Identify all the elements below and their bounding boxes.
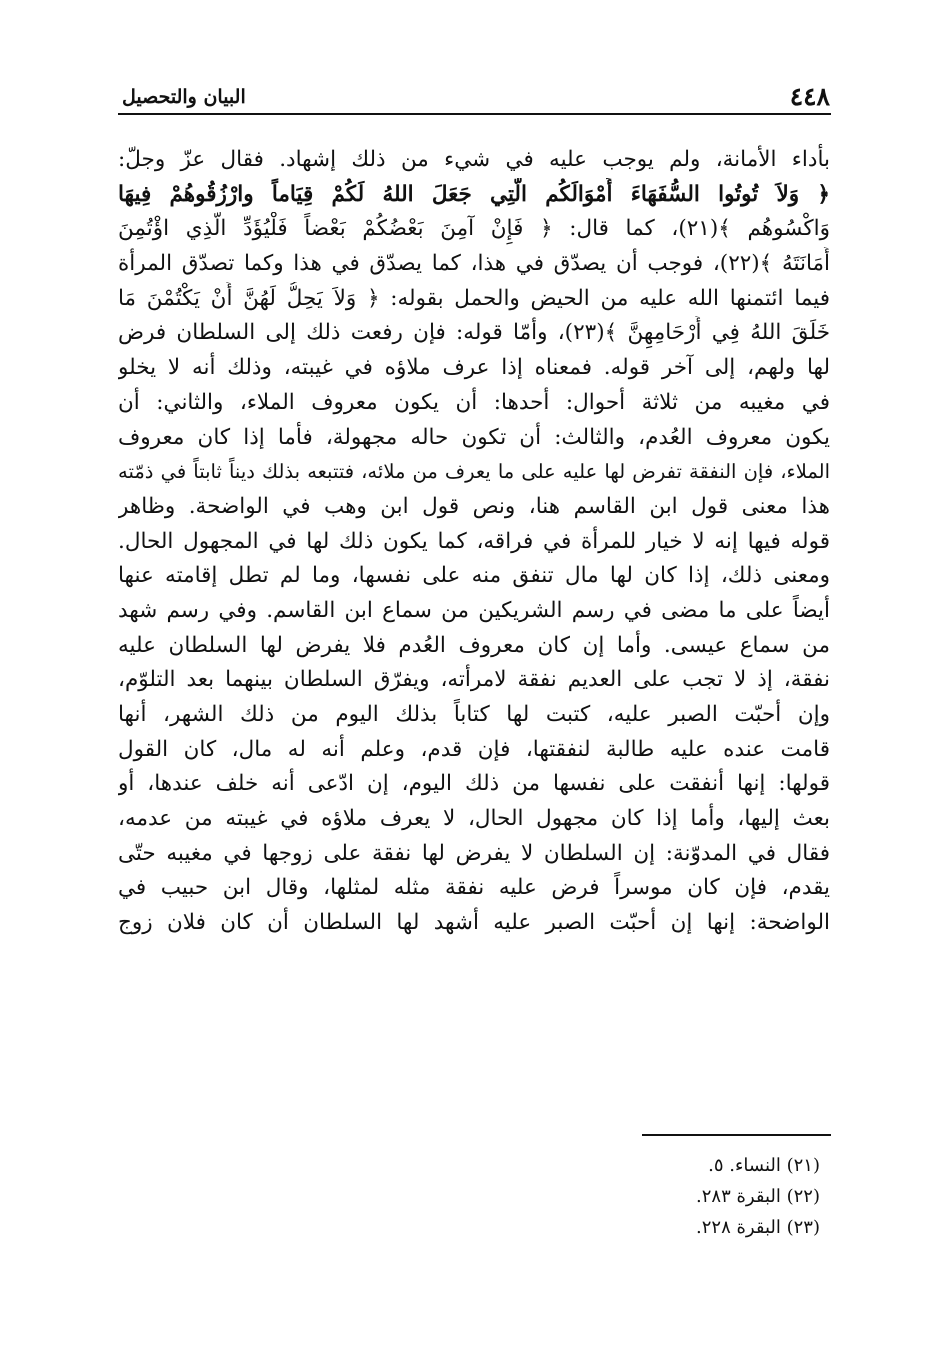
main-text [118, 143, 830, 941]
text-line: فيما ائتمنها الله عليه من الحيض والحمل بقوله: ﴿ وَلاَ يَحِلُّ لَهُنَّ أَنْ يَكْتُمْنَ مَا [118, 285, 830, 311]
text-line: أيضاً على ما مضى في رسم الشريكين من سماع ابن القاسم. وفي رسم شهد [118, 597, 830, 623]
text-line: يقدم، فإن كان موسراً فرض عليه نفقة مثله لمثلها، وقال ابن حبيب في [118, 875, 830, 901]
text-line: وَاكْسُوهُم ﴾(٢١)، كما قال: ﴿ فَإِنْ آمِنَ بَعْضُكُمْ بَعْضاً فَلْيُؤَدِّ الَّذِي اؤْتُمِنَ [118, 216, 830, 242]
text-line: قوله فيها إنه لا خيار للمرأة في فراقه، كما يكون ذلك لها في المجهول الحال. [118, 528, 830, 554]
text-line: قامت عنده عليه طالبة لنفقتها، فإن قدم، وعلم أنه له مال، كان القول [118, 736, 830, 762]
header-divider [118, 113, 831, 115]
text-line: أَمَانَتَهُ ﴾(٢٢)، فوجب أن يصدّق في هذا، كما يصدّق في هذا وكما تصدّق المرأة [118, 251, 830, 277]
page-number: ٤٤٨ [789, 82, 830, 111]
page-header [118, 82, 830, 112]
footnote-divider [642, 1134, 831, 1136]
text-line: في مغيبه من ثلاثة أحوال: أحدها: أن يكون معروف الملاء، والثاني: أن [118, 389, 830, 415]
text-line: الملاء، فإن النفقة تفرض لها عليه على ما يعرف من ملائه، فتتبعه بذلك ديناً ثابتاً في ذمّته [118, 460, 830, 484]
footnotes [480, 1150, 820, 1243]
footnote: (٢٢) البقرة ٢٨٣. [696, 1186, 820, 1207]
text-line: يكون معروف العُدم، والثالث: أن تكون حاله مجهولة، فأما إذا كان معروف [118, 424, 830, 450]
text-line: بعث إليها، وأما إذا كان مجهول الحال، لا يعرف ملاؤه في غيبته من عدمه، [118, 806, 830, 832]
text-line: فقال في المدوّنة: إن السلطان لا يفرض لها نفقة على زوجها في مغيبه حتّى [118, 840, 830, 866]
text-line: وإن أحبّت الصبر عليه، كتبت لها كتاباً بذلك اليوم من ذلك الشهر، أنها [118, 702, 830, 727]
footnote: (٢١) النساء. ٥. [708, 1155, 820, 1176]
text-line: ﴿ وَلاَ تُوتُوا السُّفَهَاءَ أَمْوَالَكُم الَّتِي جَعَلَ اللهُ لَكُمْ قِيَاماً وارْزُقُوهُمْ فِيهَا [118, 181, 830, 207]
text-line: لها ولهم، إلى آخر قوله. فمعناه إذا عرف ملاؤه في غيبته، وذلك أنه لا يخلو [118, 355, 830, 381]
text-line: قولها: إنها أنفقت على نفسها من ذلك اليوم، إن ادّعى أنه خلف عندها، أو [118, 771, 830, 797]
footnote: (٢٣) البقرة ٢٢٨. [696, 1217, 820, 1238]
running-title: البيان والتحصيل [122, 86, 246, 108]
text-line: ومعنى ذلك، إذا كان لها مال تنفق منه على نفسها، وما لم تطل إقامته عنها [118, 563, 830, 589]
text-line: نفقة، إذ لا تجب على العديم نفقة لامرأته، ويفرّق السلطان بينهما بعد التلوّم، [118, 667, 830, 693]
text-line: بأداء الأمانة، ولم يوجب عليه في شيء من ذلك إشهاد. فقال عزّ وجلّ: [118, 147, 830, 172]
text-line: هذا معنى قول ابن القاسم هنا، ونص قول ابن وهب في الواضحة. وظاهر [118, 493, 830, 519]
text-line: من سماع عيسى. وأما إن كان معروف العُدم فلا يفرض لها السلطان عليه [118, 632, 830, 658]
text-line: خَلَقَ اللهُ فِي أَرْحَامِهِنَّ ﴾(٢٣)، وأمّا قوله: فإن رفعت ذلك إلى السلطان فرض [118, 320, 830, 346]
text-line: الواضحة: إنها إن أحبّت الصبر عليه أشهد لها السلطان أن كان فلان زوج [118, 910, 830, 936]
